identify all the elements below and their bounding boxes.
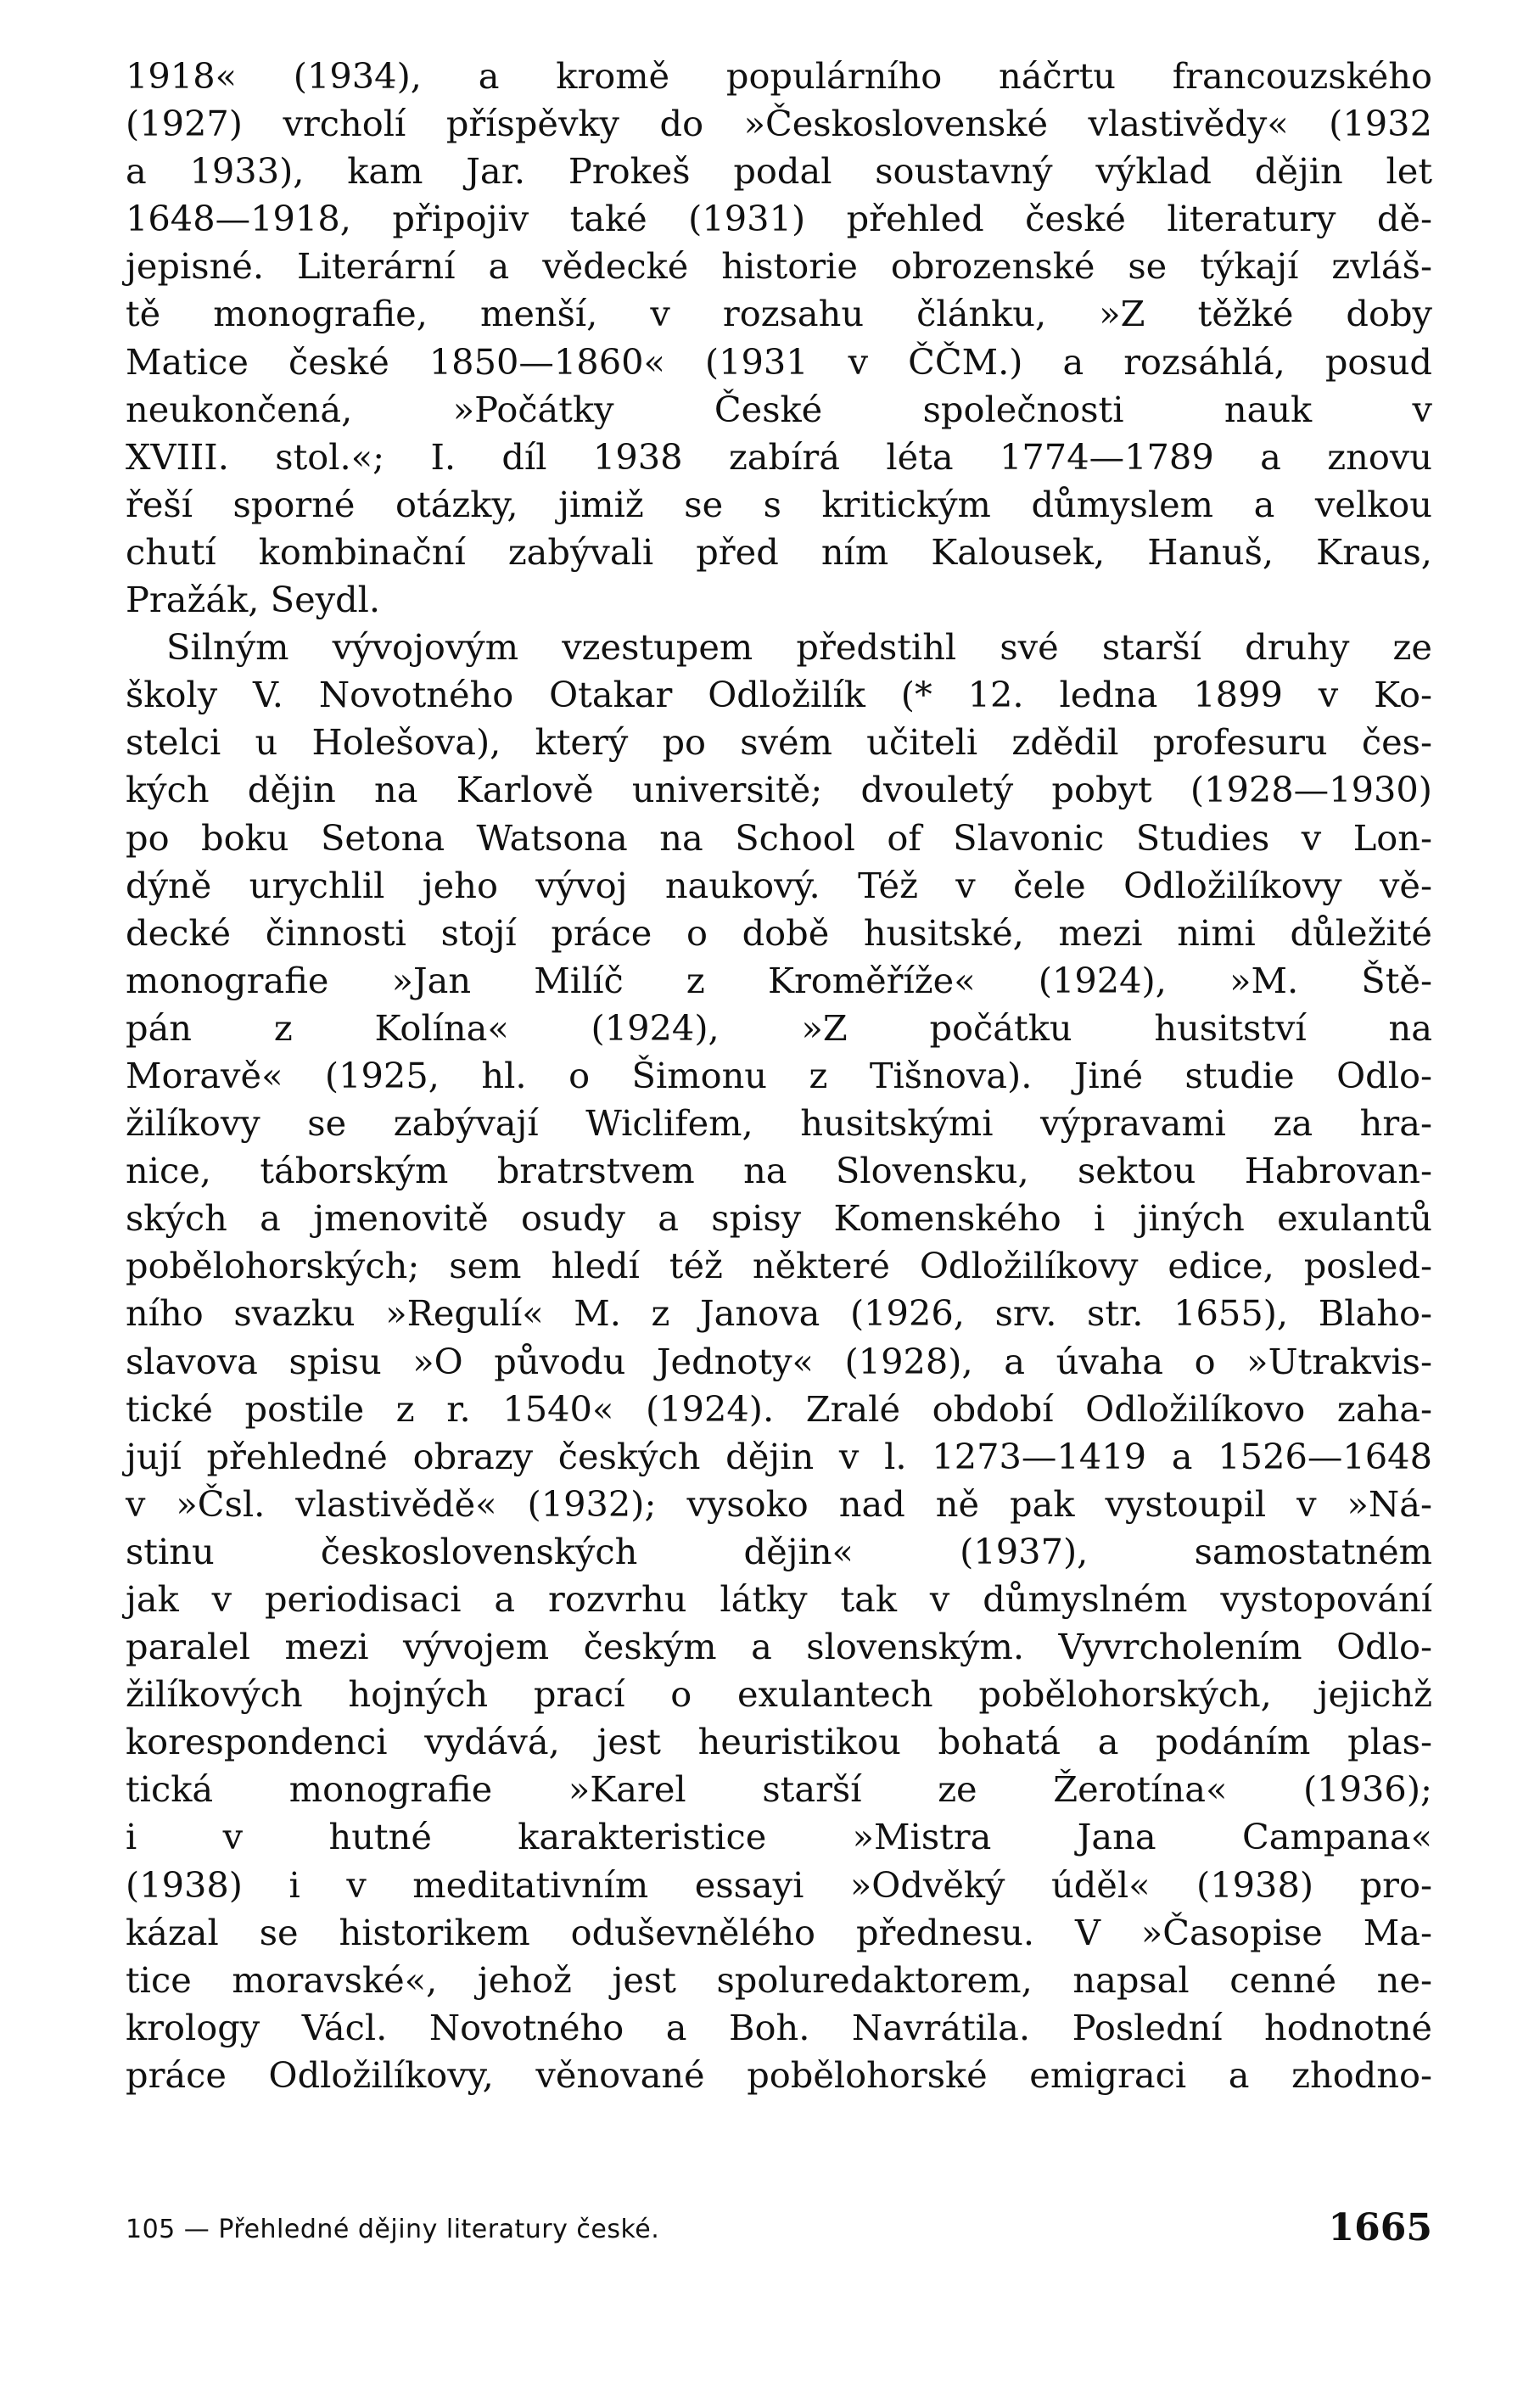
- text-line: XVIII. stol.«; I. díl 1938 zabírá léta 1774—1789 a znovu: [126, 435, 1432, 478]
- text-line: decké činnosti stojí práce o době husitské, mezi nimi důležité: [126, 911, 1432, 954]
- text-line: tice moravské«, jehož jest spoluredaktorem, napsal cenné ne-: [126, 1958, 1432, 2001]
- text-line: pobělohorských; sem hledí též některé Odložilíkovy edice, posled-: [126, 1245, 1432, 1287]
- text-line: řeší sporné otázky, jimiž se s kritickým důmyslem a velkou: [126, 483, 1432, 525]
- text-line: krology Václ. Novotného a Boh. Navrátila. Poslední hodnotné: [126, 2006, 1432, 2048]
- text-line: pán z Kolína« (1924), »Z počátku husitství na: [126, 1006, 1432, 1049]
- text-line: nice, táborským bratrstvem na Slovensku, sektou Habrovan-: [126, 1150, 1432, 1192]
- text-line: kých dějin na Karlově universitě; dvouletý pobyt (1928—1930): [126, 769, 1432, 811]
- text-line: slavova spisu »O původu Jednoty« (1928), a úvaha o »Utrakvis-: [126, 1340, 1432, 1382]
- text-line: žilíkovy se zabývají Wiclifem, husitskými výpravami za hra-: [126, 1102, 1432, 1145]
- text-line: Matice české 1850—1860« (1931 v ČČM.) a rozsáhlá, posud: [126, 340, 1432, 383]
- text-line: a 1933), kam Jar. Prokeš podal soustavný výklad dějin let: [126, 150, 1432, 193]
- text-line: neukončená, »Počátky České společnosti nauk v: [126, 388, 1432, 430]
- text-line: tické postile z r. 1540« (1924). Zralé období Odložilíkovo zaha-: [126, 1387, 1432, 1430]
- page-number: 1665: [1328, 2206, 1432, 2249]
- text-line: stinu československých dějin« (1937), samostatném: [126, 1530, 1432, 1572]
- text-line: Moravě« (1925, hl. o Šimonu z Tišnova). Jiné studie Odlo-: [126, 1054, 1432, 1096]
- text-line: (1938) i v meditativním essayi »Odvěký úděl« (1938) pro-: [126, 1863, 1432, 1906]
- text-line: korespondenci vydává, jest heuristikou bohatá a podáním plas-: [126, 1721, 1432, 1763]
- signature-mark: 105 — Přehledné dějiny literatury české.: [126, 2215, 660, 2244]
- text-line: monografie »Jan Milíč z Kroměříže« (1924), »M. Ště-: [126, 959, 1432, 1001]
- text-line: v »Čsl. vlastivědě« (1932); vysoko nad ně pak vystoupil v »Ná-: [126, 1482, 1432, 1525]
- body-text: [126, 53, 1432, 2099]
- text-line: po boku Setona Watsona na School of Slavonic Studies v Lon-: [126, 816, 1432, 859]
- text-line: Pražák, Seydl.: [126, 579, 381, 621]
- text-line: ských a jmenovitě osudy a spisy Komenského i jiných exulantů: [126, 1197, 1432, 1240]
- text-line: žilíkových hojných prací o exulantech pobělohorských, jejichž: [126, 1673, 1432, 1716]
- text-line: 1918« (1934), a kromě populárního náčrtu francouzského: [126, 55, 1432, 97]
- text-line: stelci u Holešova), který po svém učiteli zdědil profesuru čes-: [126, 721, 1432, 764]
- text-line: (1927) vrcholí příspěvky do »Československé vlastivědy« (1932: [126, 103, 1432, 145]
- text-line: jak v periodisaci a rozvrhu látky tak v důmyslném vystopování: [126, 1578, 1432, 1620]
- text-line: kázal se historikem oduševnělého přednesu. V »Časopise Ma-: [126, 1911, 1432, 1953]
- page-footer: [126, 2206, 1432, 2257]
- text-line: dýně urychlil jeho vývoj naukový. Též v čele Odložilíkovy vě-: [126, 864, 1432, 906]
- text-line: chutí kombinační zabývali před ním Kalousek, Hanuš, Kraus,: [126, 530, 1432, 573]
- text-line: tě monografie, menší, v rozsahu článku, »Z těžké doby: [126, 293, 1432, 335]
- text-line: jepisné. Literární a vědecké historie obrozenské se týkají zvláš-: [126, 245, 1432, 288]
- text-line: i v hutné karakteristice »Mistra Jana Campana«: [126, 1816, 1432, 1858]
- text-line: tická monografie »Karel starší ze Žerotína« (1936);: [126, 1768, 1432, 1811]
- text-line: jují přehledné obrazy českých dějin v l. 1273—1419 a 1526—1648: [126, 1435, 1432, 1477]
- text-line: práce Odložilíkovy, věnované pobělohorské emigraci a zhodno-: [126, 2053, 1432, 2096]
- text-line: 1648—1918, připojiv také (1931) přehled české literatury dě-: [126, 198, 1432, 240]
- text-line: ního svazku »Regulí« M. z Janova (1926, srv. str. 1655), Blaho-: [126, 1292, 1432, 1335]
- text-line: paralel mezi vývojem českým a slovenským. Vyvrcholením Odlo-: [126, 1626, 1432, 1668]
- text-line: Silným vývojovým vzestupem předstihl své starší druhy ze: [166, 626, 1432, 669]
- text-line: školy V. Novotného Otakar Odložilík (* 12. ledna 1899 v Ko-: [126, 674, 1432, 716]
